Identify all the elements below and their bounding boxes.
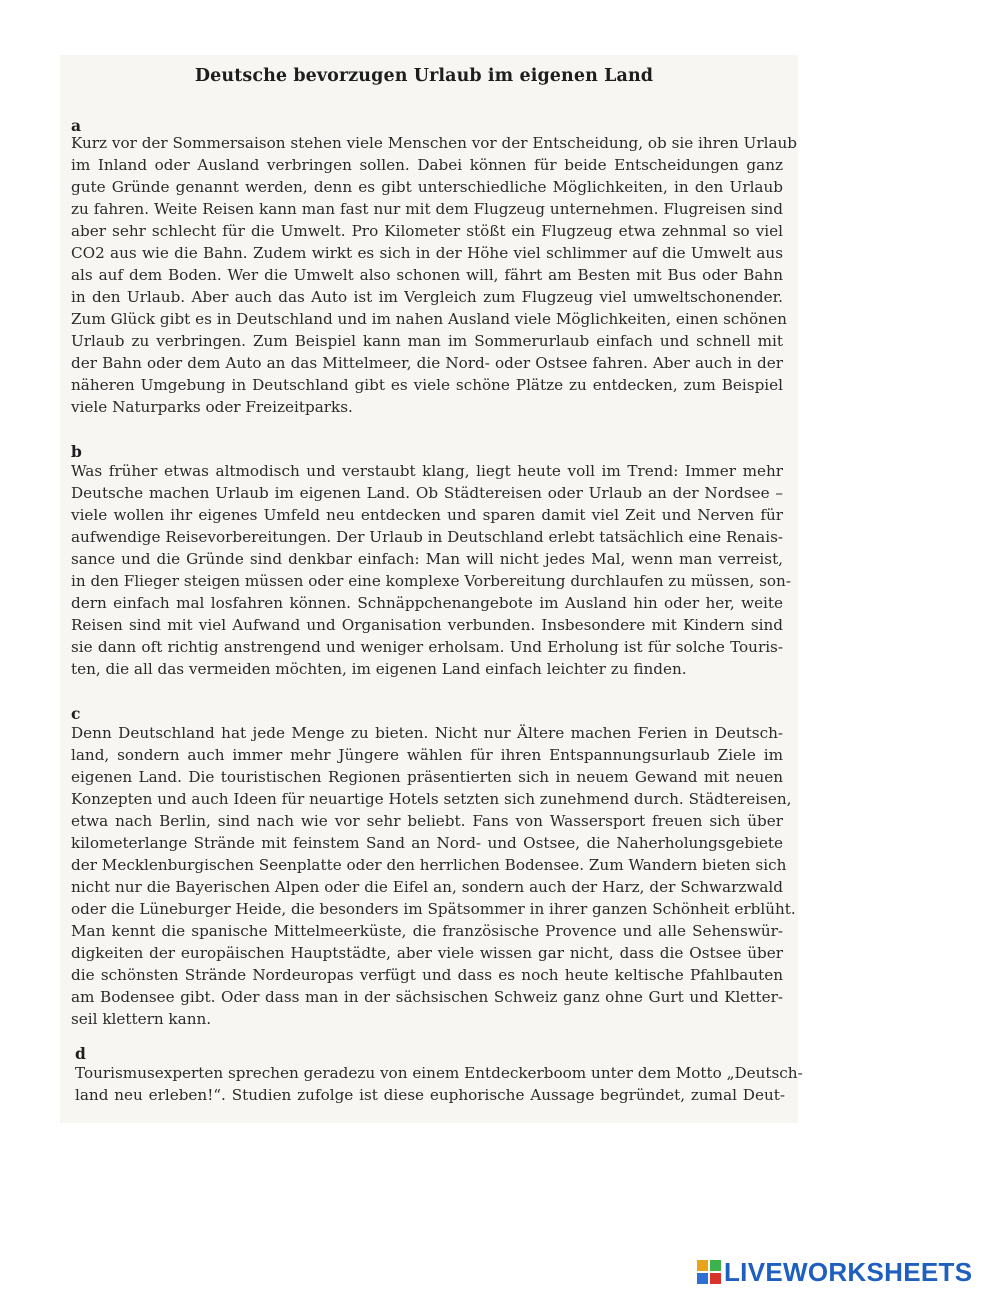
paragraph-line: Konzepten und auch Ideen für neuartige Hotels setzten sich zunehmend durch. Städtereisen,: [71, 790, 792, 808]
paragraph-line: gute Gründe genannt werden, denn es gibt unterschiedliche Möglichkeiten, in den Urlaub: [71, 178, 783, 196]
paragraph-line: der Mecklenburgischen Seenplatte oder den herrlichen Bodensee. Zum Wandern bieten sich: [71, 856, 787, 874]
liveworksheets-logo[interactable]: [697, 1258, 972, 1286]
paragraph-line: Tourismusexperten sprechen geradezu von einem Entdeckerboom unter dem Motto „Deutsch-: [75, 1064, 803, 1082]
paragraph-line: Kurz vor der Sommersaison stehen viele Menschen vor der Entscheidung, ob sie ihren Urlaub: [71, 134, 798, 152]
paragraph-line: die schönsten Strände Nordeuropas verfügt und dass es noch heute keltische Pfahlbauten: [71, 966, 783, 984]
liveworksheets-logo-icon: [697, 1260, 721, 1284]
paragraph-line: CO2 aus wie die Bahn. Zudem wirkt es sich in der Höhe viel schlimmer auf die Umwelt aus: [71, 244, 783, 262]
paragraph-line: sie dann oft richtig anstrengend und weniger erholsam. Und Erholung ist für solche Touris-: [71, 638, 783, 656]
logo-wordmark: LIVEWORKSHEETS: [724, 1257, 973, 1287]
paragraph-line: sance und die Gründe sind denkbar einfach: Man will nicht jedes Mal, wenn man verreist,: [71, 550, 783, 568]
logo-square: [710, 1260, 721, 1271]
paragraph-line: etwa nach Berlin, sind nach wie vor sehr beliebt. Fans von Wassersport freuen sich über: [71, 812, 783, 830]
paragraph-line: Zum Glück gibt es in Deutschland und im nahen Ausland viele Möglichkeiten, einen schönen: [71, 310, 787, 328]
paragraph-line: land neu erleben!“. Studien zufolge ist diese euphorische Aussage begründet, zumal Deut-: [75, 1086, 785, 1104]
paragraph-line: Was früher etwas altmodisch und verstaubt klang, liegt heute voll im Trend: Immer mehr: [71, 462, 783, 480]
paragraph-line: in den Urlaub. Aber auch das Auto ist im Vergleich zum Flugzeug viel umweltschonender.: [71, 288, 783, 306]
logo-square: [697, 1273, 708, 1284]
paragraph-line: näheren Umgebung in Deutschland gibt es viele schöne Plätze zu entdecken, zum Beispiel: [71, 376, 783, 394]
paragraph-line: dern einfach mal losfahren können. Schnäppchenangebote im Ausland hin oder her, weite: [71, 594, 783, 612]
paragraph-line: in den Flieger steigen müssen oder eine komplexe Vorbereitung durchlaufen zu müssen, son-: [71, 572, 791, 590]
paragraph-line: viele wollen ihr eigenes Umfeld neu entdecken und sparen damit viel Zeit und Nerven für: [71, 506, 783, 524]
logo-square: [710, 1273, 721, 1284]
paragraph-line: oder die Lüneburger Heide, die besonders im Spätsommer in ihrer ganzen Schönheit erblüht.: [71, 900, 796, 918]
paragraph-line: aber sehr schlecht für die Umwelt. Pro Kilometer stößt ein Flugzeug etwa zehnmal so viel: [71, 222, 783, 240]
paragraph-line: Denn Deutschland hat jede Menge zu bieten. Nicht nur Ältere machen Ferien in Deutsch-: [71, 724, 783, 742]
paragraph-line: viele Naturparks oder Freizeitparks.: [71, 398, 353, 416]
paragraph-line: als auf dem Boden. Wer die Umwelt also schonen will, fährt am Besten mit Bus oder Bahn: [71, 266, 783, 284]
page-title: Deutsche bevorzugen Urlaub im eigenen Land: [194, 66, 654, 86]
paragraph-line: im Inland oder Ausland verbringen sollen. Dabei können für beide Entscheidungen ganz: [71, 156, 783, 174]
paragraph-line: land, sondern auch immer mehr Jüngere wählen für ihren Entspannungsurlaub Ziele im: [71, 746, 783, 764]
paragraph-line: seil klettern kann.: [71, 1010, 212, 1028]
section-letter-b: b: [71, 442, 82, 461]
paragraph-line: Deutsche machen Urlaub im eigenen Land. Ob Städtereisen oder Urlaub an der Nordsee –: [71, 484, 783, 502]
paragraph-line: Reisen sind mit viel Aufwand und Organisation verbunden. Insbesondere mit Kindern sind: [71, 616, 783, 634]
logo-square: [697, 1260, 708, 1271]
paragraph-line: der Bahn oder dem Auto an das Mittelmeer, die Nord- oder Ostsee fahren. Aber auch in der: [71, 354, 783, 372]
paragraph-line: eigenen Land. Die touristischen Regionen präsentierten sich in neuem Gewand mit neuen: [71, 768, 783, 786]
section-letter-d: d: [75, 1044, 86, 1063]
paragraph-line: zu fahren. Weite Reisen kann man fast nur mit dem Flugzeug unternehmen. Flugreisen sind: [71, 200, 783, 218]
paragraph-line: kilometerlange Strände mit feinstem Sand an Nord- und Ostsee, die Naherholungsgebiete: [71, 834, 783, 852]
paragraph-line: aufwendige Reisevorbereitungen. Der Urlaub in Deutschland erlebt tatsächlich eine Renais-: [71, 528, 783, 546]
paragraph-line: am Bodensee gibt. Oder dass man in der sächsischen Schweiz ganz ohne Gurt und Kletter-: [71, 988, 783, 1006]
paragraph-line: Man kennt die spanische Mittelmeerküste, die französische Provence und alle Sehenswür-: [71, 922, 783, 940]
section-letter-a: a: [71, 116, 82, 135]
paragraph-line: ten, die all das vermeiden möchten, im eigenen Land einfach leichter zu finden.: [71, 660, 687, 678]
section-letter-c: c: [71, 704, 81, 723]
paragraph-line: Urlaub zu verbringen. Zum Beispiel kann man im Sommerurlaub einfach und schnell mit: [71, 332, 783, 350]
paragraph-line: digkeiten der europäischen Hauptstädte, aber viele wissen gar nicht, dass die Ostsee über: [71, 944, 783, 962]
paragraph-line: nicht nur die Bayerischen Alpen oder die Eifel an, sondern auch der Harz, der Schwarzwald: [71, 878, 783, 896]
